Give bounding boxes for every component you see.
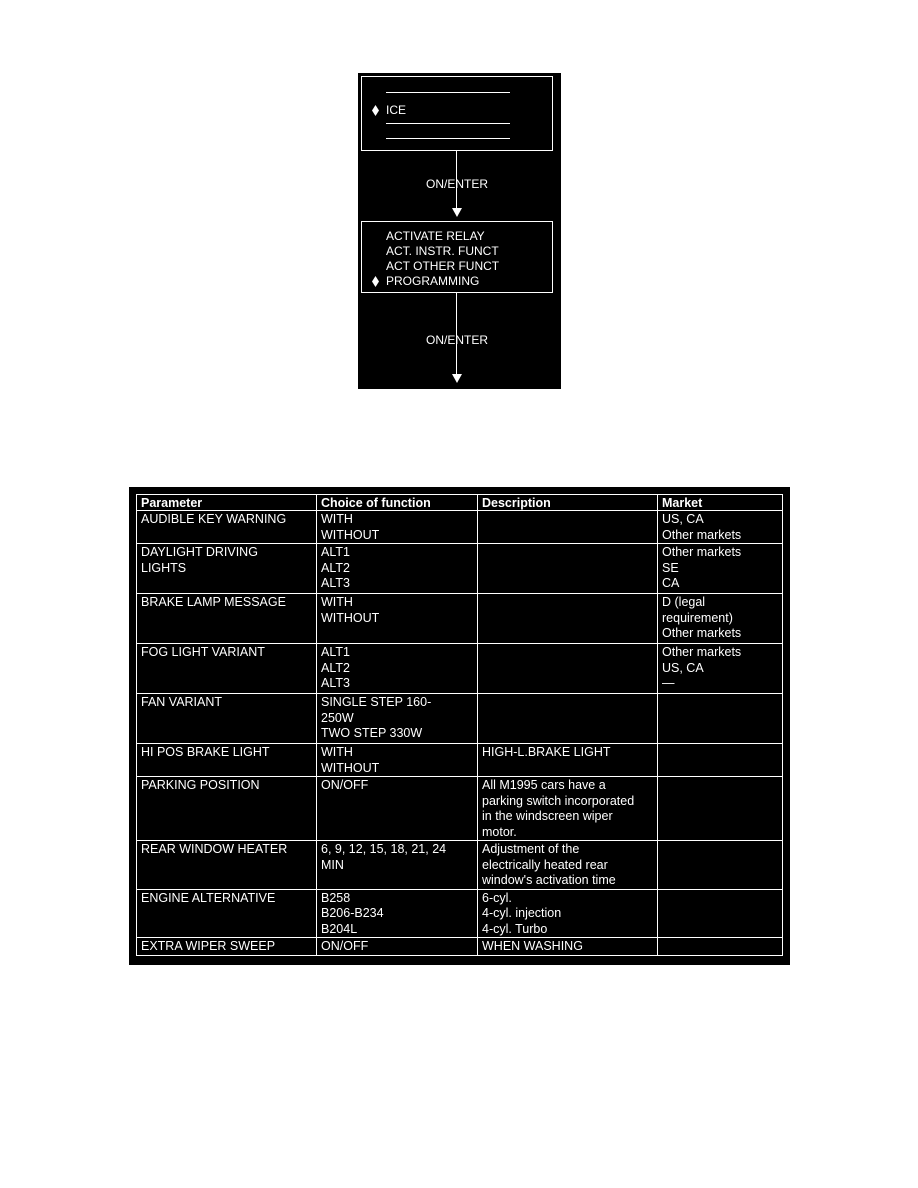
- cell-parameter: [137, 594, 317, 644]
- cell-market: [658, 938, 783, 956]
- cell-text-line: 4-cyl. Turbo: [482, 921, 548, 936]
- cell-choice-of-function: [317, 841, 478, 890]
- cell-choice-of-function: [317, 644, 478, 694]
- cell-description: [478, 694, 658, 744]
- selection-cursor-icon: [372, 105, 379, 116]
- cell-text-line: TWO STEP 330W: [321, 726, 423, 740]
- cell-choice-of-function: [317, 511, 478, 544]
- parameter-table-panel: [129, 487, 790, 965]
- cell-description: [478, 938, 658, 956]
- cell-text-line: WITHOUT: [321, 760, 380, 775]
- cell-market: [658, 594, 783, 644]
- arrow-down-icon: [452, 374, 462, 383]
- cell-market: [658, 511, 783, 544]
- cell-text-line: motor.: [482, 824, 517, 839]
- selection-cursor-icon: [372, 276, 379, 287]
- cell-text-line: DAYLIGHT DRIVING: [141, 545, 258, 559]
- step-label-on-enter-2: ON/ENTER: [425, 333, 488, 347]
- cell-text-line: SINGLE STEP 160-: [321, 695, 432, 709]
- cell-choice-of-function: [317, 938, 478, 956]
- cell-text-line: All M1995 cars have a: [482, 778, 606, 792]
- cell-text-line: ON/OFF: [321, 939, 369, 953]
- cell-market: [658, 841, 783, 890]
- cell-text-line: AUDIBLE KEY WARNING: [141, 512, 287, 526]
- cell-text-line: Other markets: [662, 626, 742, 640]
- menu-item-programming: PROGRAMMING: [386, 274, 480, 288]
- cell-parameter: [137, 777, 317, 841]
- cell-text-line: FAN VARIANT: [141, 695, 223, 709]
- cell-text-line: LIGHTS: [141, 560, 187, 575]
- cell-text-line: ALT1: [321, 645, 350, 659]
- cell-text-line: 4-cyl. injection: [482, 906, 562, 920]
- cell-text-line: parking switch incorporated: [482, 793, 635, 808]
- cell-choice-of-function: [317, 544, 478, 594]
- cell-text-line: ON/OFF: [321, 778, 369, 792]
- table-row: [137, 889, 783, 938]
- header-market: Market: [658, 495, 783, 511]
- cell-market: [658, 644, 783, 694]
- cell-text-line: WITHOUT: [321, 610, 380, 625]
- cell-text-line: Adjustment of the: [482, 842, 580, 856]
- cell-parameter: [137, 889, 317, 938]
- cell-text-line: US, CA: [662, 512, 704, 526]
- cell-parameter: [137, 938, 317, 956]
- cell-market: [658, 544, 783, 594]
- table-row: [137, 938, 783, 956]
- cell-text-line: 6, 9, 12, 15, 18, 21, 24: [321, 842, 447, 856]
- cell-parameter: [137, 841, 317, 890]
- cell-text-line: in the windscreen wiper: [482, 809, 613, 823]
- cell-choice-of-function: [317, 889, 478, 938]
- header-parameter: Parameter: [137, 495, 317, 511]
- cell-text-line: —: [662, 676, 675, 690]
- cell-text-line: REAR WINDOW HEATER: [141, 842, 288, 856]
- cell-text-line: EXTRA WIPER SWEEP: [141, 939, 276, 953]
- cell-parameter: [137, 511, 317, 544]
- cell-text-line: requirement): [662, 610, 733, 625]
- cell-market: [658, 744, 783, 777]
- cell-parameter: [137, 644, 317, 694]
- cell-text-line: ENGINE ALTERNATIVE: [141, 890, 276, 905]
- cell-text-line: Other markets: [662, 645, 742, 659]
- cell-text-line: B258: [321, 890, 351, 905]
- cell-text-line: US, CA: [662, 660, 704, 675]
- cell-description: [478, 544, 658, 594]
- menu-line-placeholder: [386, 123, 510, 124]
- cell-text-line: CA: [662, 576, 680, 590]
- cell-text-line: B204L: [321, 921, 358, 936]
- cell-text-line: D (legal: [662, 595, 706, 609]
- menu-item-ice: ICE: [386, 103, 407, 117]
- cell-text-line: Other markets: [662, 545, 742, 559]
- parameter-table: [136, 494, 783, 956]
- cell-choice-of-function: [317, 744, 478, 777]
- cell-description: [478, 594, 658, 644]
- cell-text-line: FOG LIGHT VARIANT: [141, 645, 265, 659]
- cell-description: [478, 744, 658, 777]
- cell-text-line: window's activation time: [482, 873, 616, 887]
- cell-description: [478, 889, 658, 938]
- cell-text-line: MIN: [321, 857, 344, 872]
- cell-text-line: BRAKE LAMP MESSAGE: [141, 595, 286, 609]
- cell-parameter: [137, 544, 317, 594]
- step-label-on-enter-1: ON/ENTER: [425, 177, 488, 191]
- cell-description: [478, 511, 658, 544]
- cell-text-line: ALT2: [321, 660, 350, 675]
- cell-text-line: HI POS BRAKE LIGHT: [141, 745, 270, 759]
- cell-choice-of-function: [317, 694, 478, 744]
- cell-choice-of-function: [317, 777, 478, 841]
- table-row: [137, 511, 783, 544]
- cell-text-line: 250W: [321, 710, 354, 725]
- cell-text-line: Other markets: [662, 527, 742, 542]
- cell-text-line: B206-B234: [321, 906, 384, 920]
- cell-text-line: PARKING POSITION: [141, 778, 260, 792]
- cell-text-line: electrically heated rear: [482, 857, 608, 872]
- cell-text-line: WITHOUT: [321, 527, 380, 542]
- menu-navigation-diagram: [358, 73, 561, 389]
- cell-description: [478, 841, 658, 890]
- cell-description: [478, 777, 658, 841]
- header-choice-of-function: Choice of function: [317, 495, 478, 511]
- cell-choice-of-function: [317, 594, 478, 644]
- menu-line-placeholder: [386, 92, 510, 93]
- header-description: Description: [478, 495, 658, 511]
- cell-description: [478, 644, 658, 694]
- cell-text-line: ALT2: [321, 560, 350, 575]
- cell-text-line: WITH: [321, 745, 353, 759]
- menu-item-act-other-funct: ACT OTHER FUNCT: [386, 259, 500, 273]
- cell-text-line: WITH: [321, 512, 353, 526]
- cell-market: [658, 777, 783, 841]
- menu-line-placeholder: [386, 138, 510, 139]
- cell-text-line: WHEN WASHING: [482, 939, 583, 953]
- menu-item-activate-relay: ACTIVATE RELAY: [386, 229, 485, 243]
- cell-text-line: 6-cyl.: [482, 890, 512, 905]
- cell-text-line: WITH: [321, 595, 353, 609]
- cell-text-line: HIGH-L.BRAKE LIGHT: [482, 745, 611, 759]
- table-row: [137, 777, 783, 841]
- cell-text-line: ALT3: [321, 576, 350, 590]
- cell-text-line: ALT1: [321, 545, 350, 559]
- main-menu-box: [361, 76, 553, 151]
- table-row: [137, 544, 783, 594]
- table-row: [137, 594, 783, 644]
- cell-parameter: [137, 694, 317, 744]
- table-header-row: [137, 495, 783, 511]
- cell-text-line: SE: [662, 560, 679, 575]
- cell-parameter: [137, 744, 317, 777]
- cell-text-line: ALT3: [321, 676, 350, 690]
- table-row: [137, 694, 783, 744]
- arrow-down-icon: [452, 208, 462, 217]
- table-row: [137, 644, 783, 694]
- table-row: [137, 744, 783, 777]
- cell-market: [658, 889, 783, 938]
- cell-market: [658, 694, 783, 744]
- menu-item-act-instr-funct: ACT. INSTR. FUNCT: [386, 244, 499, 258]
- table-row: [137, 841, 783, 890]
- service-menu-box: [361, 221, 553, 293]
